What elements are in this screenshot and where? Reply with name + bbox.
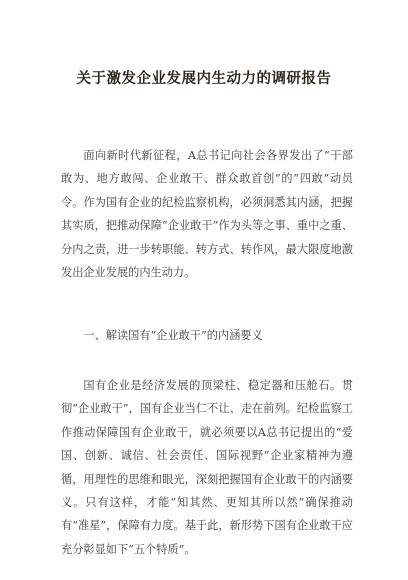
document-title: 关于激发企业发展内生动力的调研报告 [76,71,332,87]
intro-paragraph: 面向新时代新征程，A总书记向社会各界发出了“干部敢为、地方敢闯、企业敢干、群众敢首创”的“四敢”动员令。作为国有企业的纪检监察机构，必须洞悉其内涵，把握其实质，把推动保障“企业敢干”作为头等之事、重中之重、分内之责，进一步转职能、转方式、转作风，最大限度地激发出企业发展的内生动力。 [61,149,353,280]
section-heading: 一、解读国有“企业敢干”的内涵要义 [83,329,263,342]
body-paragraph: 国有企业是经济发展的顶梁柱、稳定器和压舱石。贯彻“企业敢干”，国有企业当仁不让、走在前列。纪检监察工作推动保障国有企业敢干，就必须要以A总书记提出的“爱国、创新、诚信、社会责任、国际视野”企业家精神为遵循，用理性的思维和眼光，深刻把握国有企业敢干的内涵要义。只有这样，才能“知其然、更知其所以然”确保推动有“准星”，保障有力度。基于此，新形势下国有企业敢干应充分彰显如下“五个特质”。 [61,379,353,556]
